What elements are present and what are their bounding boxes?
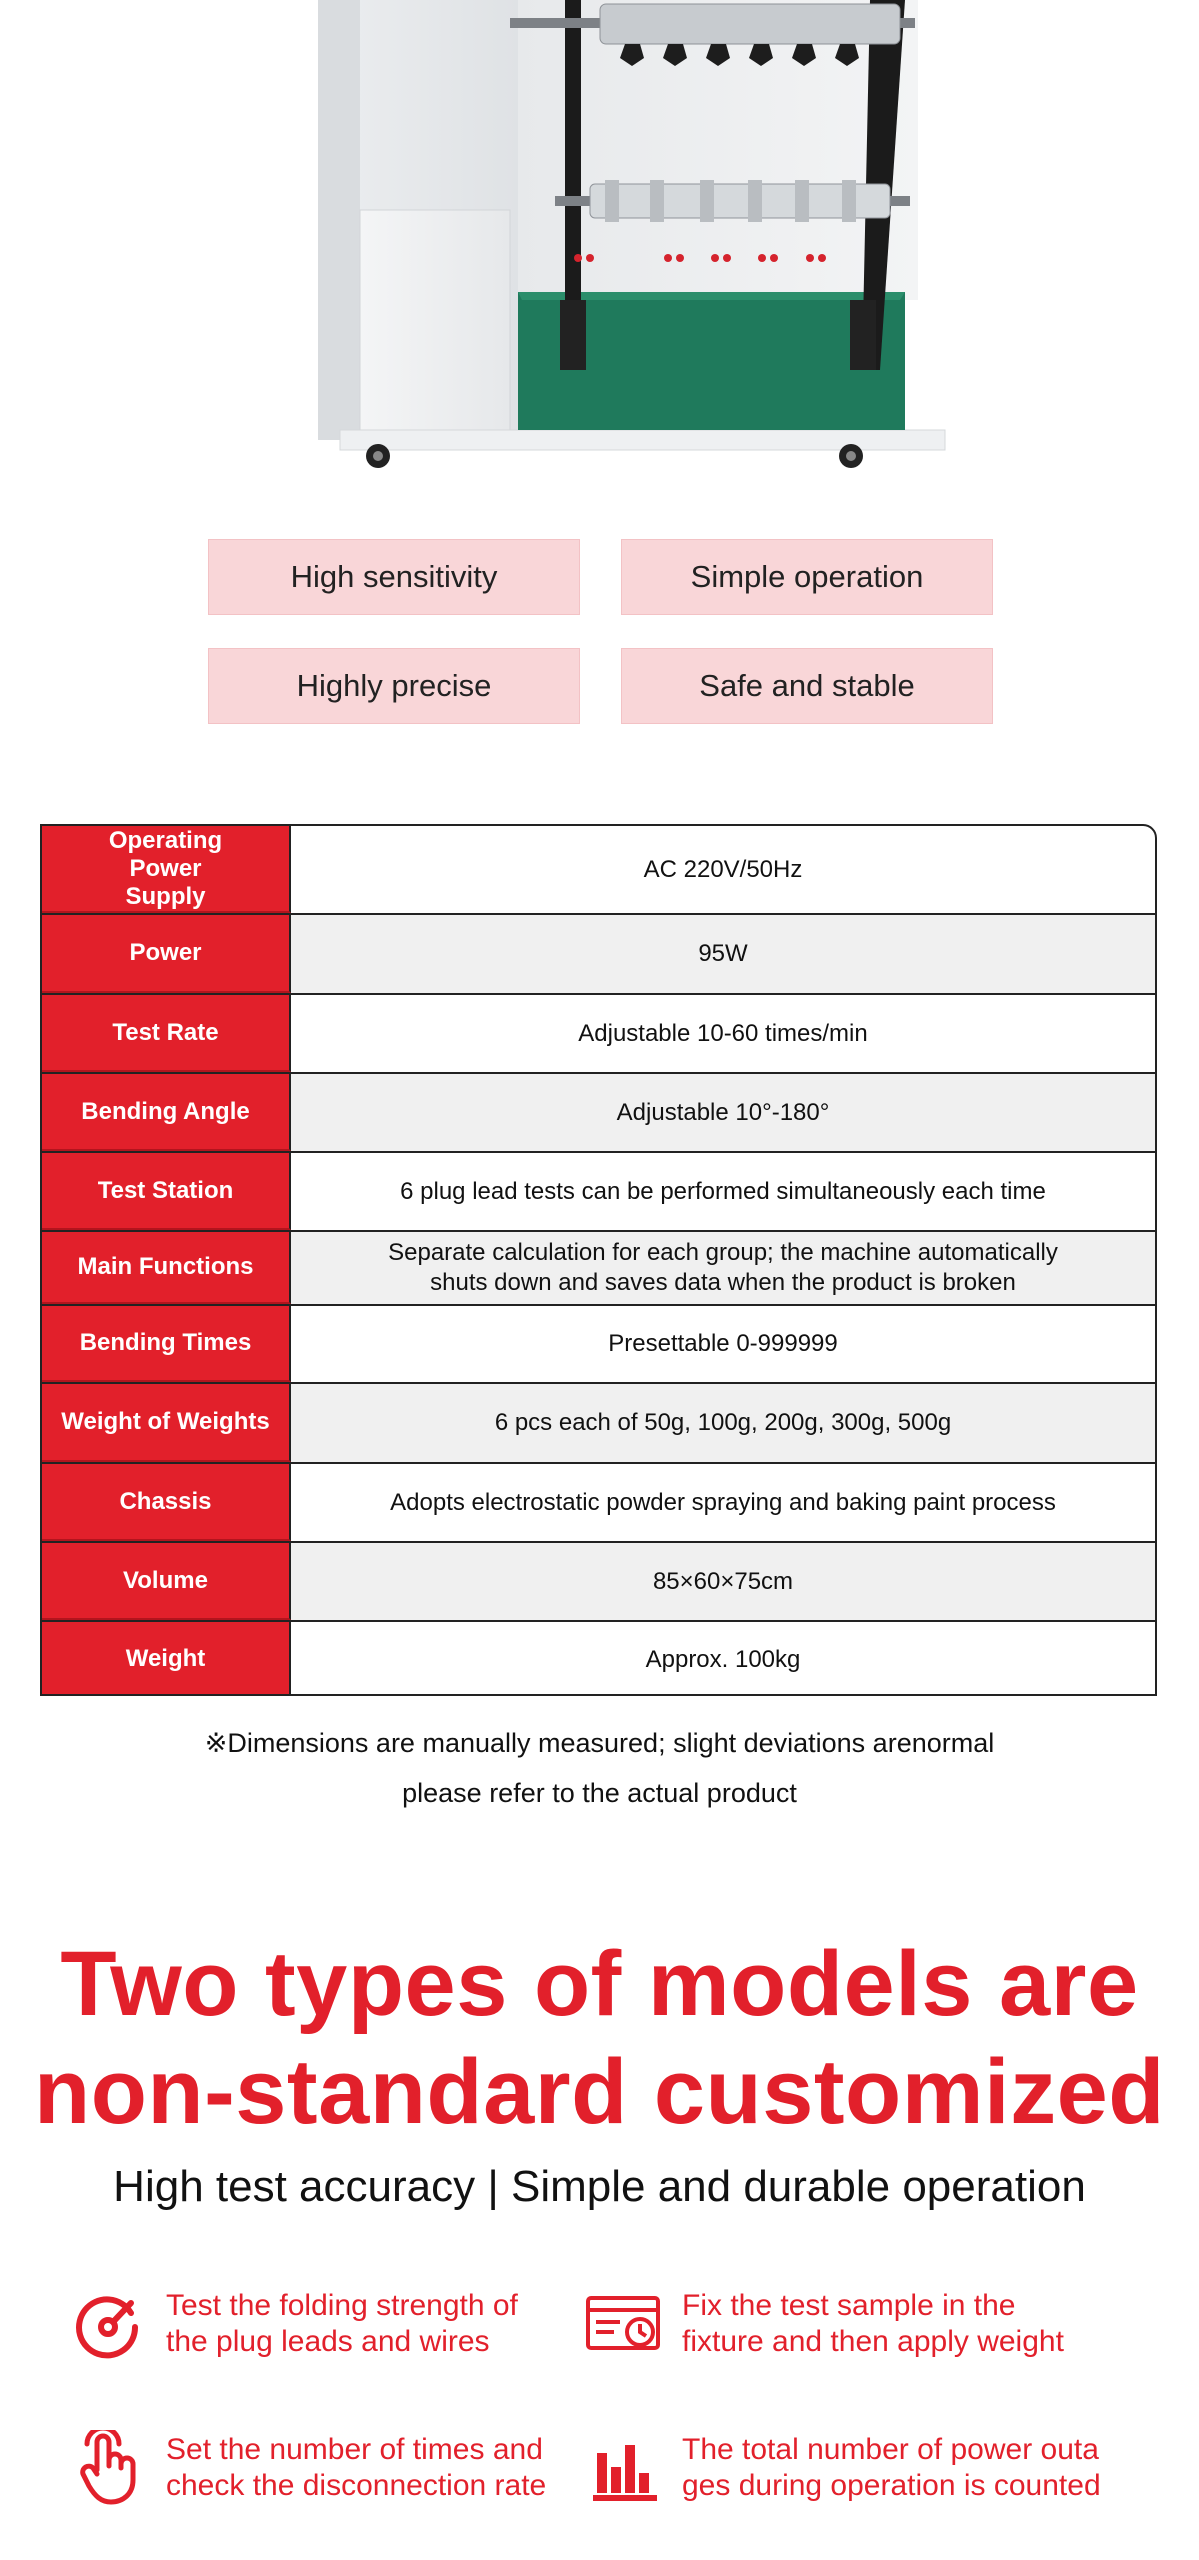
table-row: [42, 1306, 1155, 1384]
spec-value: Adjustable 10-60 times/min: [578, 1019, 868, 1047]
table-row: [42, 826, 1155, 915]
dimension-note-line1: ※Dimensions are manually measured; slight deviations arenormal: [204, 1728, 995, 1758]
spec-label: Weight of Weights: [42, 1384, 291, 1462]
table-row: [42, 1543, 1155, 1622]
table-row: [42, 915, 1155, 995]
spec-label: Operating Power Supply: [42, 826, 291, 913]
spec-value: Approx. 100kg: [645, 1646, 801, 1673]
table-row: [42, 1384, 1155, 1464]
feature-folding-strength: [68, 2284, 586, 2364]
spec-value: Presettable 0-999999: [608, 1330, 838, 1357]
tag-highly-precise: Highly precise: [208, 648, 580, 724]
spec-label: Weight: [42, 1622, 291, 1696]
spec-value: Adopts electrostatic powder spraying and baking paint process: [390, 1488, 1056, 1516]
spec-value: Adjustable 10°-180°: [291, 1074, 1155, 1151]
spec-label: Chassis: [42, 1464, 291, 1541]
spec-label: Power: [42, 915, 291, 993]
feature-fixture-weight: [584, 2284, 1102, 2364]
feature-power-outages: [584, 2428, 1102, 2508]
tag-simple-operation: Simple operation: [621, 539, 993, 615]
spec-value: 6 pcs each of 50g, 100g, 200g, 300g, 500g: [291, 1384, 1155, 1462]
table-row: [42, 1074, 1155, 1153]
feature-set-times: [68, 2428, 586, 2508]
spec-label: Test Station: [42, 1153, 291, 1230]
spec-value: AC 220V/50Hz: [643, 855, 803, 883]
tag-high-sensitivity: High sensitivity: [208, 539, 580, 615]
table-row: [42, 995, 1155, 1074]
table-row: [42, 1622, 1155, 1696]
table-row: [42, 1232, 1155, 1306]
spec-table: [40, 824, 1157, 1696]
hand-pointer-icon: [68, 2428, 148, 2508]
gauge-icon: [68, 2284, 148, 2364]
machine-illustration: [0, 0, 1199, 480]
dimension-note-line2: please refer to the actual product: [402, 1778, 797, 1808]
table-row: [42, 1464, 1155, 1543]
spec-label: Volume: [42, 1543, 291, 1620]
spec-value: 6 plug lead tests can be performed simultaneously each time: [400, 1177, 1046, 1205]
feature-text: Test the folding strength of the plug leads and wires: [166, 2289, 518, 2358]
spec-label: Bending Times: [42, 1306, 291, 1382]
headline-line2: non-standard customized: [34, 2041, 1165, 2143]
feature-text: Set the number of times and check the disconnection rate: [166, 2433, 547, 2502]
fixture-clock-icon: [584, 2284, 664, 2364]
spec-value: 85×60×75cm: [291, 1543, 1155, 1620]
spec-label: Test Rate: [42, 995, 291, 1072]
bar-chart-icon: [584, 2428, 664, 2508]
feature-text: The total number of power outa ges during operation is counted: [682, 2433, 1101, 2502]
spec-value: Separate calculation for each group; the machine automatically shuts down and saves data when the product is broken: [291, 1232, 1155, 1304]
spec-label: Main Functions: [42, 1232, 291, 1304]
headline-line1: Two types of models are: [60, 1933, 1139, 2035]
feature-text: Fix the test sample in the fixture and then apply weight: [682, 2289, 1064, 2358]
spec-label: Bending Angle: [42, 1074, 291, 1151]
spec-value: 95W: [291, 915, 1155, 993]
tag-safe-and-stable: Safe and stable: [621, 648, 993, 724]
table-row: [42, 1153, 1155, 1232]
subheadline: High test accuracy | Simple and durable operation: [113, 2162, 1086, 2211]
